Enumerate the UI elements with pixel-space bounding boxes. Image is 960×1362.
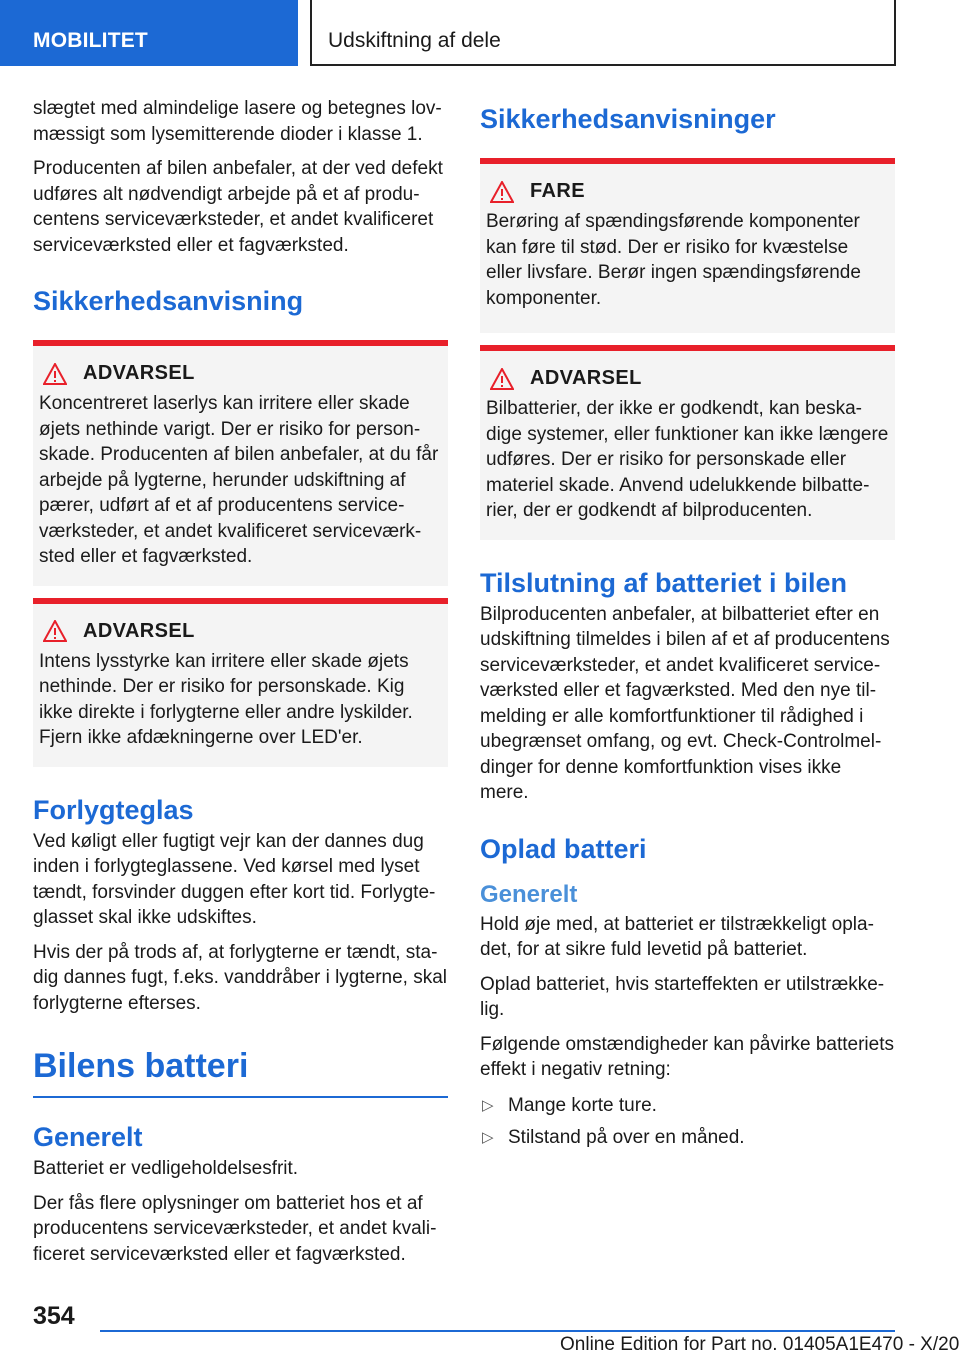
connect-battery-heading: Tilslutning af batteriet i bilen bbox=[480, 567, 848, 598]
charge-paragraph-3: Følgende omstændigheder kan påvirke batteriets effekt i negativ retning: bbox=[480, 1033, 895, 1080]
warning-label: ADVARSEL bbox=[83, 619, 195, 642]
warning-label: ADVARSEL bbox=[83, 362, 195, 384]
warning-label: ADVARSEL bbox=[530, 367, 642, 389]
page-number: 354 bbox=[33, 1302, 75, 1330]
warning-text: Intens lysstyrke kan irritere eller skade øjets nethinde. Der er risiko for personskade. Kig ikke direkte i forlygterne eller andre lyskilder. Fjern ikke afdækningerne over LED'er. bbox=[39, 650, 413, 748]
general-heading: Generelt bbox=[33, 1122, 143, 1152]
warning-text: Bilbatterier, der ikke er godkendt, kan beskadige systemer, eller funktioner kan ikke længere udføres. Der er risiko for personskade eller materiel skade. Anvend udelukkende bilbatterier, der er godkendt af bilproducenten. bbox=[486, 398, 889, 521]
list-item-text: Stilstand på over en måned. bbox=[508, 1127, 745, 1148]
warning-triangle-icon bbox=[490, 181, 514, 203]
edition-text: Online Edition for Part no. 01405A1E470 - X/20 bbox=[560, 1334, 960, 1355]
charge-paragraph-2: Oplad batteriet, hvis starteffekten er utilstrækkelig. bbox=[480, 973, 885, 1020]
warning-box-battery bbox=[480, 345, 895, 540]
intro-paragraph-1: slægtet med almindelige lasere og betegnes lovmæssigt som lysemitterende dioder i klasse 1. bbox=[33, 98, 442, 145]
warning-triangle-icon bbox=[490, 368, 514, 390]
safety-instructions-heading: Sikkerhedsanvisninger bbox=[480, 104, 776, 134]
connect-paragraph: Bilproducenten anbefaler, at bilbatteriet efter en udskiftning tilmeldes i bilen af et af producentens serviceværksteder, et andet kvalificeret serviceværksted eller et fagværksted. Med den nye tilmelding er alle komfortfunktioner til rådighed i ubegrænset omfang, og evt. Check-Controlmeldinger for denne komfortfunktion vises ikke mere. bbox=[480, 603, 890, 803]
right-column bbox=[480, 96, 895, 1158]
danger-text: Berøring af spændingsførende komponenter kan føre til stød. Der er risiko for kvæstelse eller livsfare. Berør ingen spændingsførende komponenter. bbox=[486, 211, 861, 309]
general-paragraph-2: Der fås flere oplysninger om batteriet hos et af producentens serviceværksteder, et andet kvalificeret serviceværksted eller et fagværksted. bbox=[33, 1192, 437, 1265]
section-rule bbox=[33, 1096, 448, 1098]
danger-title-row bbox=[490, 180, 889, 203]
triangle-bullet-icon: ▷ bbox=[482, 1096, 494, 1114]
charge-paragraph-1: Hold øje med, at batteriet er tilstrækkeligt opladet, for at sikre fuld levetid på batteriet. bbox=[480, 913, 874, 960]
warning-box-laser bbox=[33, 340, 448, 586]
intro-paragraph-2: Producenten af bilen anbefaler, at der ved defekt udføres alt nødvendigt arbejde på et af producentens serviceværksteder, et andet kvalificeret serviceværksted eller et fagværksted. bbox=[33, 158, 443, 256]
warning-title-row bbox=[490, 367, 889, 390]
list-item bbox=[480, 1093, 895, 1119]
triangle-bullet-icon: ▷ bbox=[482, 1129, 494, 1146]
chapter-title: Udskiftning af dele bbox=[310, 0, 896, 66]
page-header bbox=[0, 0, 960, 66]
warning-triangle-icon bbox=[43, 620, 67, 642]
left-column bbox=[33, 96, 448, 1276]
safety-heading: Sikkerhedsanvisning bbox=[33, 286, 304, 316]
lens-paragraph-2: Hvis der på trods af, at forlygterne er tændt, stadig dannes fugt, f.eks. vanddråber i lygterne, skal forlygterne efterses. bbox=[33, 941, 448, 1014]
warning-title-row bbox=[43, 362, 442, 385]
list-item bbox=[480, 1125, 895, 1151]
warning-triangle-icon bbox=[43, 363, 67, 385]
section-tab: MOBILITET bbox=[0, 0, 298, 66]
danger-box bbox=[480, 158, 895, 333]
battery-heading: Bilens batteri bbox=[33, 1047, 249, 1085]
general-paragraph-1: Batteriet er vedligeholdelsesfrit. bbox=[33, 1158, 299, 1179]
charge-general-heading: Generelt bbox=[480, 880, 578, 908]
footer-rule bbox=[100, 1330, 895, 1332]
warning-title-row bbox=[43, 620, 442, 643]
list-item-text: Mange korte ture. bbox=[508, 1094, 657, 1116]
warning-text: Koncentreret laserlys kan irritere eller skade øjets nethinde varigt. Der er risiko for personskade. Producenten af bilen anbefaler, at du får arbejde på lygterne, herunder udskiftning af pærer, udført af et af producentens serviceværksteder, et andet kvalificeret serviceværksted eller et fagværksted. bbox=[39, 393, 439, 567]
page-footer bbox=[0, 1296, 960, 1362]
danger-label: FARE bbox=[530, 180, 585, 202]
charge-battery-heading: Oplad batteri bbox=[480, 833, 647, 864]
headlight-lens-heading: Forlygteglas bbox=[33, 794, 194, 825]
warning-box-brightness bbox=[33, 598, 448, 767]
lens-paragraph-1: Ved køligt eller fugtigt vejr kan der dannes dug inden i forlygteglassene. Ved kørsel med lyset tændt, forsvinder duggen efter kort tid. Forlygteglasset skal ikke udskiftes. bbox=[33, 830, 436, 928]
